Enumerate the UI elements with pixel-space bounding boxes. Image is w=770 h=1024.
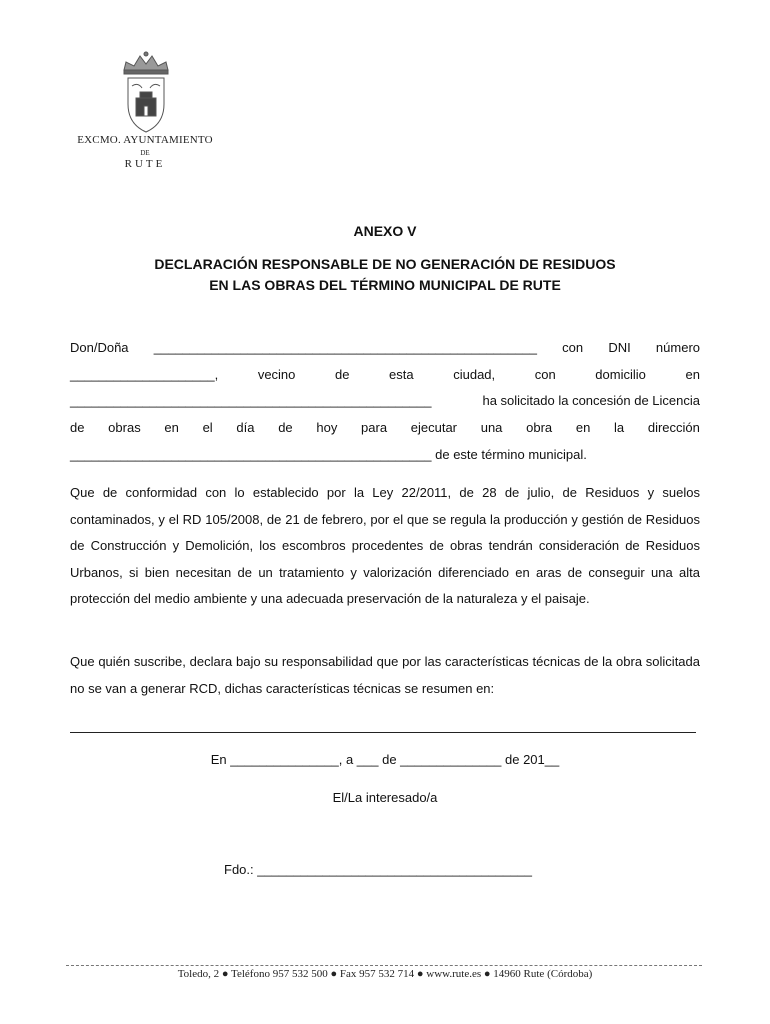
row2-word: de <box>334 367 350 382</box>
row2-word: esta <box>389 367 414 382</box>
row4-word: una <box>480 420 503 435</box>
row2-word: ciudad, <box>453 367 496 382</box>
row4-word: de <box>278 420 293 435</box>
row4-word: hoy <box>316 420 338 435</box>
row4-word: en <box>575 420 591 435</box>
signature-line[interactable]: Fdo.: ______________________________________ <box>224 862 532 877</box>
license-request-text: ha solicitado la concesión de Licencia <box>482 393 700 408</box>
row2-word: en <box>685 367 700 382</box>
technical-description-field[interactable] <box>70 732 696 733</box>
municipal-coat-of-arms-icon <box>118 48 174 134</box>
dni-word-dni: DNI <box>608 340 631 355</box>
dni-field[interactable]: ____________________, <box>70 367 219 382</box>
row2-word: vecino <box>257 367 296 382</box>
name-field[interactable]: _____________________________________________________ <box>153 340 537 355</box>
name-label: Don/Doña <box>70 340 129 355</box>
row4-word: para <box>361 420 388 435</box>
row4-word: obras <box>108 420 141 435</box>
org-name-line3: RUTE <box>124 158 166 170</box>
row4-word: en <box>164 420 179 435</box>
paragraph-legal-basis: Que de conformidad con lo establecido por la Ley 22/2011, de 28 de julio, de Residuos y suelos contaminados, y el RD 105/2008, de 21 de febrero, por el que se regula la producción y gestión de Residuos de Construcción y Demolición, los escombros procedentes de obras tendrán consideración de Residuos Urbanos, si bien necesitan de un tratamiento y valorización diferenciado en aras de conseguir una alta protección del medio ambiente y una adecuada preservación de la naturaleza y el paisaje. <box>70 485 700 607</box>
row4-word: de <box>70 420 85 435</box>
row2-word: con <box>534 367 556 382</box>
org-name-line2: DE <box>140 149 150 157</box>
paragraph-declaration: Que quién suscribe, declara bajo su responsabilidad que por las características técnicas de la obra solicitada no se van a generar RCD, dichas características técnicas se resumen en: <box>70 654 700 696</box>
dni-word-numero: número <box>655 340 700 355</box>
form-row-works <box>70 420 700 435</box>
interested-party-label: El/La interesado/a <box>332 790 438 805</box>
dni-word-con: con <box>562 340 584 355</box>
org-name-line1: EXCMO. AYUNTAMIENTO <box>77 134 213 146</box>
date-line[interactable]: En _______________, a ___ de ______________ de 201__ <box>210 752 560 767</box>
footer-divider <box>66 965 702 966</box>
document-title-line2: EN LAS OBRAS DEL TÉRMINO MUNICIPAL DE RUTE <box>209 277 561 293</box>
form-row-address <box>70 393 700 408</box>
row4-word: la <box>614 420 625 435</box>
form-row-name <box>70 340 700 355</box>
form-row-work-address <box>70 447 700 462</box>
form-row-dni <box>70 367 700 382</box>
row4-word: día <box>236 420 255 435</box>
annex-title: ANEXO V <box>353 223 417 239</box>
row2-word: domicilio <box>595 367 646 382</box>
row4-word: el <box>202 420 213 435</box>
work-address-field[interactable]: __________________________________________________ <box>70 447 432 462</box>
row4-word: ejecutar <box>410 420 458 435</box>
address-field[interactable]: __________________________________________________ <box>70 393 432 408</box>
row4-word: dirección <box>647 420 700 435</box>
footer-contact: Toledo, 2 ● Teléfono 957 532 500 ● Fax 957 532 714 ● www.rute.es ● 14960 Rute (Córdoba) <box>177 968 593 980</box>
organization-name <box>60 134 230 170</box>
document-title-line1: DECLARACIÓN RESPONSABLE DE NO GENERACIÓN DE RESIDUOS <box>154 256 616 272</box>
row4-word: obra <box>526 420 553 435</box>
municipal-term-text: de este término municipal. <box>435 447 587 462</box>
